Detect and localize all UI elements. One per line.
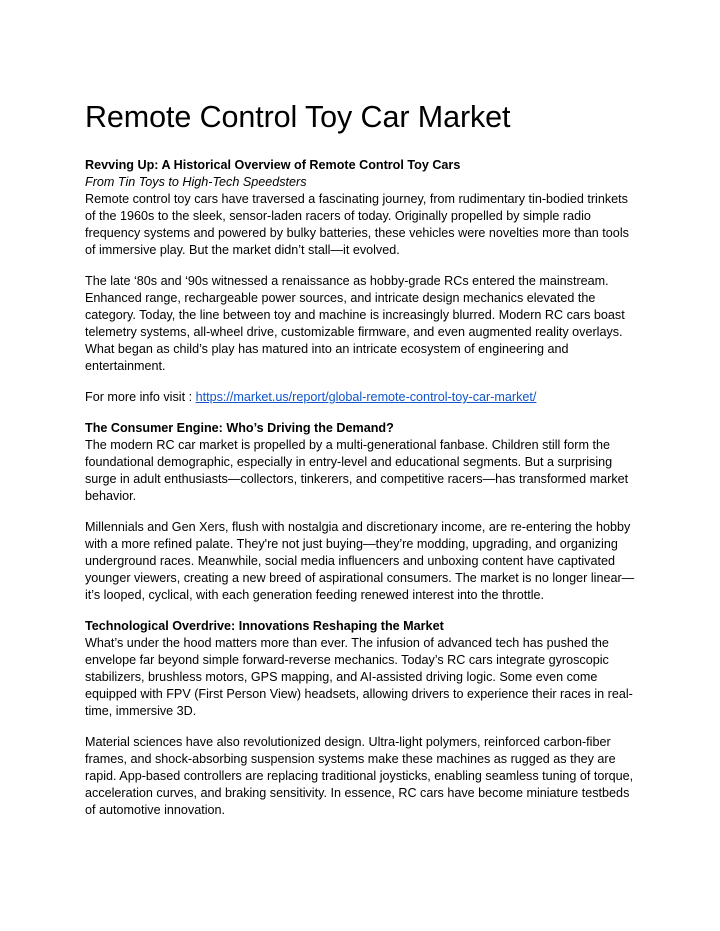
report-link[interactable]: https://market.us/report/global-remote-control-toy-car-market/ [195, 390, 537, 404]
section-subtitle: From Tin Toys to High-Tech Speedsters [85, 175, 307, 189]
section-heading: Technological Overdrive: Innovations Reshaping the Market [85, 619, 444, 633]
paragraph: The modern RC car market is propelled by a multi-generational fanbase. Children still form the foundational demographic, especially in entry-level and educational segments. But a surprising surge in adult enthusiasts—collectors, tinkerers, and competitive racers—has transformed market behavior. [85, 438, 629, 503]
paragraph: What’s under the hood matters more than ever. The infusion of advanced tech has pushed the envelope far beyond simple forward-reverse mechanics. Today’s RC cars integrate gyroscopic stabilizers, brushless motors, GPS mapping, and AI-assisted driving logic. Some even come equipped with FPV (First Person View) headsets, allowing drivers to experience their races in real-time, immersive 3D. [85, 636, 633, 718]
section-technology [85, 618, 636, 819]
section-history [85, 157, 636, 406]
paragraph: Material sciences have also revolutionized design. Ultra-light polymers, reinforced carbon-fiber frames, and shock-absorbing suspension systems make these machines as rugged as they are rapid. App-based controllers are replacing traditional joysticks, enabling seamless tuning of torque, acceleration curves, and braking sensitivity. In essence, RC cars have become miniature testbeds of automotive innovation. [85, 735, 634, 817]
paragraph: Remote control toy cars have traversed a fascinating journey, from rudimentary tin-bodied trinkets of the 1960s to the sleek, sensor-laden racers of today. Originally propelled by simple radio frequency systems and powered by bulky batteries, these vehicles were novelties more than tools of immersive play. But the market didn’t stall—it evolved. [85, 192, 629, 257]
document-title: Remote Control Toy Car Market [85, 100, 511, 134]
more-info-line [85, 389, 636, 406]
section-consumer [85, 420, 636, 604]
section-heading: Revving Up: A Historical Overview of Remote Control Toy Cars [85, 158, 461, 172]
paragraph: The late ‘80s and ‘90s witnessed a renaissance as hobby-grade RCs entered the mainstream. Enhanced range, rechargeable power sources, and intricate design mechanics elevated the category. Today, the line between toy and machine is increasingly blurred. Modern RC cars boast telemetry systems, all-wheel drive, customizable firmware, and even augmented reality overlays. What began as child’s play has matured into an intricate ecosystem of engineering and entertainment. [85, 274, 625, 373]
more-info-label: For more info visit : [85, 390, 196, 404]
paragraph: Millennials and Gen Xers, flush with nostalgia and discretionary income, are re-entering the hobby with a more refined palate. They're not just buying—they’re modding, upgrading, and organizing underground races. Meanwhile, social media influencers and unboxing content have captivated younger viewers, creating a new breed of aspirational consumers. The market is no longer linear—it’s looped, cyclical, with each generation feeding renewed interest into the throttle. [85, 520, 635, 602]
section-heading: The Consumer Engine: Who’s Driving the Demand? [85, 421, 394, 435]
